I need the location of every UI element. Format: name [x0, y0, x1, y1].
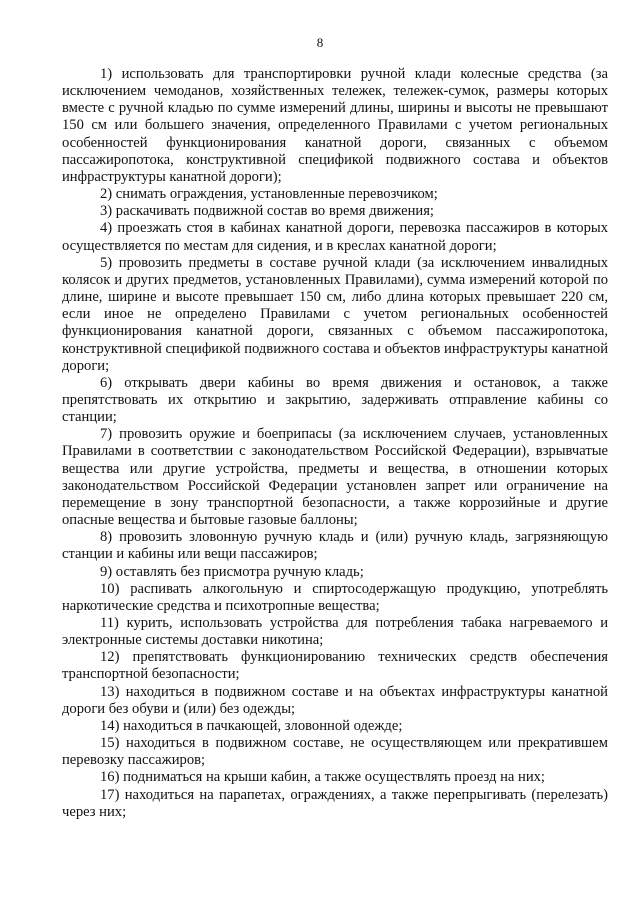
document-body	[62, 66, 608, 821]
list-item-14: 14) находиться в пачкающей, зловонной одежде;	[100, 717, 403, 734]
list-item-16: 16) подниматься на крыши кабин, а также осуществлять проезд на них;	[100, 769, 545, 786]
list-item-6: 6) открывать двери кабины во время движения и остановок, а также препятствовать их открытию и закрытию, задерживать отправление кабины со станции;	[62, 374, 608, 426]
list-item-12: 12) препятствовать функционированию технических средств обеспечения транспортной безопасности;	[62, 649, 608, 683]
list-item-10: 10) распивать алкогольную и спиртосодержащую продукцию, употреблять наркотические средства и психотропные вещества;	[62, 580, 608, 614]
list-item-2: 2) снимать ограждения, установленные перевозчиком;	[100, 186, 438, 203]
list-item-1: 1) использовать для транспортировки ручной клади колесные средства (за исключением чемоданов, хозяйственных тележек, тележек-сумок, размеры которых вместе с ручной кладью по сумме измерений длины, ширины и высоты не превышают 150 см или большего значения, определенного Правилами с учетом региональных особенностей функционирования канатной дороги, связанных с объемом пассажиропотока, конструктивной спецификой подвижного состава и объектов инфраструктуры канатной дороги);	[62, 66, 608, 185]
list-item-15: 15) находиться в подвижном составе, не осуществляющем или прекратившем перевозку пассажиров;	[62, 735, 608, 769]
list-item-17: 17) находиться на парапетах, ограждениях, а также перепрыгивать (перелезать) через них;	[62, 786, 608, 820]
list-item-4: 4) проезжать стоя в кабинах канатной дороги, перевозка пассажиров в которых осуществляется по местам для сидения, и в креслах канатной дороги;	[62, 220, 608, 254]
list-item-3: 3) раскачивать подвижной состав во время движения;	[100, 203, 434, 220]
list-item-8: 8) провозить зловонную ручную кладь и (или) ручную кладь, загрязняющую станции и кабины или вещи пассажиров;	[62, 529, 608, 563]
list-item-7: 7) провозить оружие и боеприпасы (за исключением случаев, установленных Правилами в соответствии с законодательством Российской Федерации), взрывчатые вещества или другие устройства, предметы и вещества, в отношении которых законодательством Российской Федерации установлен запрет или ограничение на перемещение в зону транспортной безопасности, а также коррозийные и другие опасные вещества и бытовые газовые баллоны;	[62, 426, 608, 529]
list-item-9: 9) оставлять без присмотра ручную кладь;	[100, 563, 364, 580]
list-item-13: 13) находиться в подвижном составе и на объектах инфраструктуры канатной дороги без обуви и (или) без одежды;	[62, 683, 608, 717]
list-item-11: 11) курить, использовать устройства для потребления табака нагреваемого и электронные системы доставки никотина;	[62, 615, 608, 649]
list-item-5: 5) провозить предметы в составе ручной клади (за исключением инвалидных колясок и других предметов, установленных Правилами), сумма измерений которой по длине, ширине и высоте превышает 150 см, либо длина которых превышает 220 см, если иное не определено Правилами с учетом региональных особенностей функционирования канатной дороги, связанных с объемом пассажиропотока, конструктивной спецификой подвижного состава и объектов инфраструктуры канатной дороги;	[62, 254, 608, 374]
page-number: 8	[316, 35, 324, 50]
